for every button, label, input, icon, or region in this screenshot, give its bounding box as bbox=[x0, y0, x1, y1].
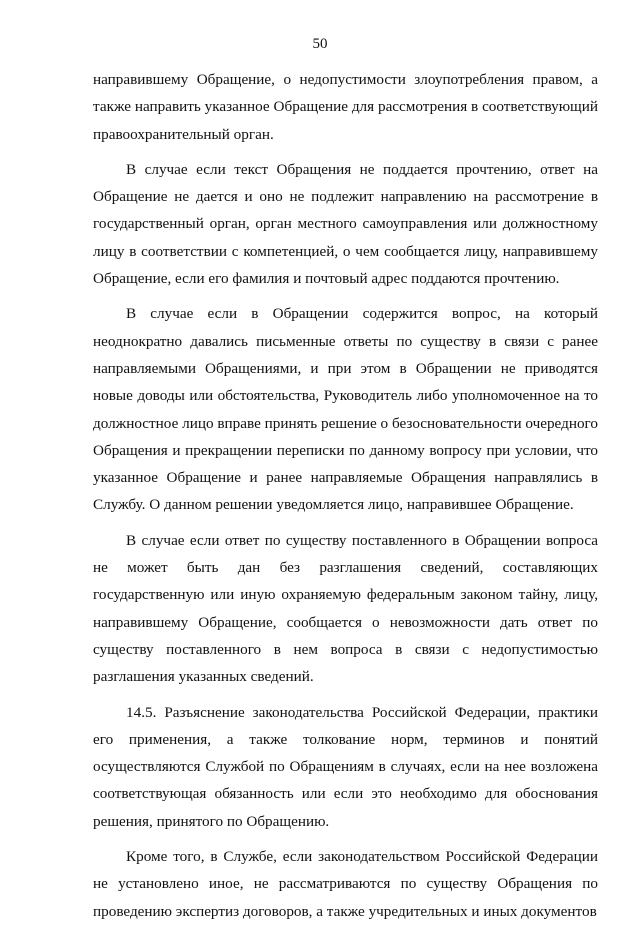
paragraph-unreadable-text: В случае если текст Обращения не поддается прочтению, ответ на Обращение не дается и оно не подлежит направлению на рассмотрение в государственный орган, орган местного самоуправления или должностному лицу в соответствии с компетенцией, о чем сообщается лицу, направившему Обращение, если его фамилия и почтовый адрес поддаются прочтению. bbox=[93, 160, 598, 288]
paragraph-expertise-exclusion: Кроме того, в Службе, если законодательством Российской Федерации не установлено иное, не рассматриваются по существу Обращения по проведению экспертиз договоров, а также учредительных и иных документов bbox=[93, 848, 598, 920]
paragraph-section-14-5: 14.5. Разъяснение законодательства Российской Федерации, практики его применения, а также толкование норм, терминов и понятий осуществляются Службой по Обращениям в случаях, если на нее возложена соответствующая обязанность или если это необходимо для обоснования решения, принятого по Обращению. bbox=[93, 703, 598, 830]
paragraph-state-secret: В случае если ответ по существу поставленного в Обращении вопроса не может быть дан без разглашения сведений, составляющих государственную или иную охраняемую федеральным законом тайну, лицу, направившему Обращение, сообщается о невозможности дать ответ по существу поставленного в нем вопроса в связи с недопустимостью разглашения указанных сведений. bbox=[93, 531, 598, 686]
paragraph-continuation: направившему Обращение, о недопустимости злоупотребления правом, а также направить указанное Обращение для рассмотрения в соответствующий правоохранительный орган. bbox=[93, 71, 598, 143]
page-number: 50 bbox=[312, 36, 328, 52]
paragraph-repeated-question: В случае если в Обращении содержится вопрос, на который неоднократно давались письменные ответы по существу в связи с ранее направляемыми Обращениями, и при этом в Обращении не приводятся новые доводы или обстоятельства, Руководитель либо уполномоченное на то должностное лицо вправе принять решение о безосновательности очередного Обращения и прекращении переписки по данному вопросу при условии, что указанное Обращение и ранее направляемые Обращения направлялись в Службу. О данном решении уведомляется лицо, направившее Обращение. bbox=[93, 305, 598, 514]
document-body bbox=[93, 66, 598, 933]
